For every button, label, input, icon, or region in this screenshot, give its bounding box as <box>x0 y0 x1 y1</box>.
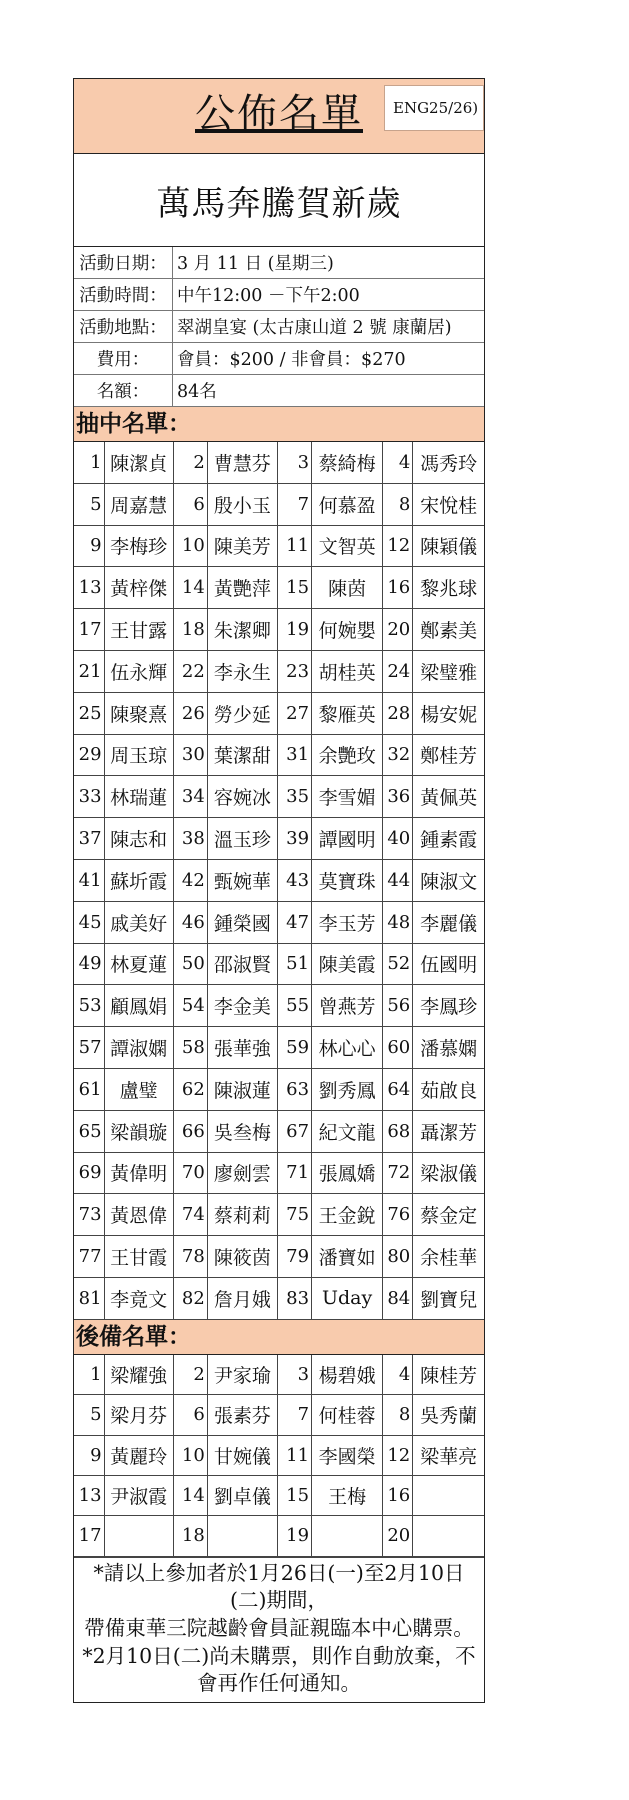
entry-number: 34 <box>173 776 207 818</box>
entry-name: 鄭桂芳 <box>413 734 484 776</box>
entry-name: 陳茵 <box>312 567 383 609</box>
entry-number: 7 <box>277 1395 311 1435</box>
entry-number: 77 <box>74 1236 104 1278</box>
entry-name: 殷小玉 <box>207 483 277 525</box>
info-label: 名額： <box>74 375 173 406</box>
entry-number: 4 <box>383 442 413 483</box>
event-info <box>74 247 484 407</box>
entry-number: 6 <box>173 483 207 525</box>
entry-name <box>413 1516 484 1556</box>
entry-name: 周玉琼 <box>104 734 173 776</box>
table-row <box>74 1355 484 1395</box>
entry-name: 張鳳嬌 <box>312 1152 383 1194</box>
entry-number: 69 <box>74 1152 104 1194</box>
note-line: *請以上參加者於1月26日(一)至2月10日(二)期間， <box>93 1560 465 1612</box>
entry-name: 容婉冰 <box>207 776 277 818</box>
entry-number: 7 <box>277 483 311 525</box>
entry-name: 黃偉明 <box>104 1152 173 1194</box>
note-line: 帶備東華三院越齡會員証親臨本中心購票。 <box>84 1615 474 1640</box>
info-row-time <box>74 279 484 311</box>
entry-number: 19 <box>277 1516 311 1556</box>
entry-name: 李竟文 <box>104 1277 173 1319</box>
entry-number: 79 <box>277 1236 311 1278</box>
entry-number: 76 <box>383 1194 413 1236</box>
entry-number: 58 <box>173 1027 207 1069</box>
entry-name: 余艷玫 <box>312 734 383 776</box>
entry-name: 王甘霞 <box>104 1236 173 1278</box>
entry-number: 21 <box>74 650 104 692</box>
entry-name: 鄭素美 <box>413 609 484 651</box>
entry-name: 吳秀蘭 <box>413 1395 484 1435</box>
entry-number: 67 <box>277 1110 311 1152</box>
entry-number: 12 <box>383 1435 413 1475</box>
entry-name: 盧璧 <box>104 1068 173 1110</box>
entry-name: 甄婉華 <box>207 859 277 901</box>
entry-name: 張華強 <box>207 1027 277 1069</box>
table-row <box>74 734 484 776</box>
entry-name: 王金銳 <box>312 1194 383 1236</box>
entry-name: 劉寶兒 <box>413 1277 484 1319</box>
entry-name: 劉卓儀 <box>207 1475 277 1515</box>
page-title: 公佈名單 <box>195 91 363 137</box>
entry-name: 顧鳳娟 <box>104 985 173 1027</box>
entry-name: 潘慕嫻 <box>413 1027 484 1069</box>
notice-sheet <box>73 78 485 1703</box>
entry-name: 蔡綺梅 <box>312 442 383 483</box>
entry-name: 陳筱茵 <box>207 1236 277 1278</box>
entry-number: 83 <box>277 1277 311 1319</box>
info-label: 活動時間： <box>74 279 173 310</box>
entry-name <box>312 1516 383 1556</box>
entry-number: 11 <box>277 1435 311 1475</box>
table-row <box>74 1395 484 1435</box>
info-row-date <box>74 247 484 279</box>
entry-name: 詹月娥 <box>207 1277 277 1319</box>
entry-name: 陳淑文 <box>413 859 484 901</box>
entry-name: 胡桂英 <box>312 650 383 692</box>
entry-name: 鍾素霞 <box>413 818 484 860</box>
table-row <box>74 943 484 985</box>
entry-number: 60 <box>383 1027 413 1069</box>
entry-name: 譚國明 <box>312 818 383 860</box>
entry-number: 30 <box>173 734 207 776</box>
info-row-venue <box>74 311 484 343</box>
entry-number: 22 <box>173 650 207 692</box>
entry-name: 李雪媚 <box>312 776 383 818</box>
info-value: 84名 <box>177 382 217 402</box>
entry-number: 71 <box>277 1152 311 1194</box>
entry-number: 14 <box>173 1475 207 1515</box>
entry-number: 50 <box>173 943 207 985</box>
entry-name: 宋悅桂 <box>413 483 484 525</box>
entry-name: 莫寶珠 <box>312 859 383 901</box>
entry-name: 陳美芳 <box>207 525 277 567</box>
entry-number: 46 <box>173 901 207 943</box>
entry-name: 陳聚熹 <box>104 692 173 734</box>
entry-number: 2 <box>173 1355 207 1395</box>
entry-number: 28 <box>383 692 413 734</box>
entry-name: 尹家瑜 <box>207 1355 277 1395</box>
info-value: 中午12:00 －下午2:00 <box>177 286 360 306</box>
entry-name: 梁璧雅 <box>413 650 484 692</box>
entry-number: 29 <box>74 734 104 776</box>
entry-number: 53 <box>74 985 104 1027</box>
info-value: 3 月 11 日 (星期三) <box>177 254 334 274</box>
entry-name: 尹淑霞 <box>104 1475 173 1515</box>
entry-number: 17 <box>74 1516 104 1556</box>
table-row <box>74 1277 484 1319</box>
reference-code: ENG25/26) <box>384 85 484 131</box>
entry-number: 73 <box>74 1194 104 1236</box>
info-label: 活動地點： <box>74 311 173 342</box>
entry-name: 朱潔卿 <box>207 609 277 651</box>
entry-number: 74 <box>173 1194 207 1236</box>
entry-name: 黃佩英 <box>413 776 484 818</box>
entry-number: 47 <box>277 901 311 943</box>
entry-name: 楊碧娥 <box>312 1355 383 1395</box>
table-row <box>74 776 484 818</box>
entry-number: 14 <box>173 567 207 609</box>
table-row <box>74 1027 484 1069</box>
entry-name: 蘇圻霞 <box>104 859 173 901</box>
table-row <box>74 1435 484 1475</box>
entry-name <box>413 1475 484 1515</box>
entry-name: 黎雁英 <box>312 692 383 734</box>
entry-number: 51 <box>277 943 311 985</box>
entry-name: 劉秀鳳 <box>312 1068 383 1110</box>
notes <box>74 1557 484 1702</box>
entry-number: 82 <box>173 1277 207 1319</box>
entry-number: 33 <box>74 776 104 818</box>
entry-number: 8 <box>383 1395 413 1435</box>
entry-name: 梁淑儀 <box>413 1152 484 1194</box>
entry-number: 45 <box>74 901 104 943</box>
entry-number: 4 <box>383 1355 413 1395</box>
info-label: 活動日期： <box>74 247 173 278</box>
entry-number: 52 <box>383 943 413 985</box>
table-row <box>74 1068 484 1110</box>
entry-number: 5 <box>74 1395 104 1435</box>
entry-name: 蔡莉莉 <box>207 1194 277 1236</box>
entry-name: 陳桂芳 <box>413 1355 484 1395</box>
entry-number: 40 <box>383 818 413 860</box>
table-row <box>74 525 484 567</box>
entry-number: 17 <box>74 609 104 651</box>
entry-number: 24 <box>383 650 413 692</box>
entry-number: 72 <box>383 1152 413 1194</box>
entry-name: 林瑞蓮 <box>104 776 173 818</box>
entry-name: 何婉嬰 <box>312 609 383 651</box>
entry-name: 黃恩偉 <box>104 1194 173 1236</box>
entry-name: 李永生 <box>207 650 277 692</box>
entry-name: 馮秀玲 <box>413 442 484 483</box>
entry-number: 18 <box>173 1516 207 1556</box>
entry-number: 25 <box>74 692 104 734</box>
entry-name: 黃梓傑 <box>104 567 173 609</box>
entry-number: 84 <box>383 1277 413 1319</box>
entry-name: 戚美好 <box>104 901 173 943</box>
title-banner <box>74 79 484 154</box>
entry-name: 邵淑賢 <box>207 943 277 985</box>
entry-number: 56 <box>383 985 413 1027</box>
entry-number: 36 <box>383 776 413 818</box>
backup-list-table <box>74 1355 484 1557</box>
entry-number: 15 <box>277 567 311 609</box>
entry-name: 勞少延 <box>207 692 277 734</box>
entry-name: 蔡金定 <box>413 1194 484 1236</box>
entry-name: 王甘露 <box>104 609 173 651</box>
entry-name: 張素芬 <box>207 1395 277 1435</box>
entry-name: 廖劍雲 <box>207 1152 277 1194</box>
entry-number: 20 <box>383 1516 413 1556</box>
entry-name: 吳叁梅 <box>207 1110 277 1152</box>
entry-name: 陳美霞 <box>312 943 383 985</box>
entry-number: 1 <box>74 442 104 483</box>
entry-name: 曹慧芬 <box>207 442 277 483</box>
entry-name <box>104 1516 173 1556</box>
entry-name: 陳穎儀 <box>413 525 484 567</box>
entry-number: 10 <box>173 1435 207 1475</box>
entry-number: 10 <box>173 525 207 567</box>
table-row <box>74 442 484 483</box>
entry-name: 茹啟良 <box>413 1068 484 1110</box>
selected-heading: 抽中名單： <box>74 407 484 442</box>
entry-name: 潘寶如 <box>312 1236 383 1278</box>
entry-name: 黎兆球 <box>413 567 484 609</box>
entry-number: 23 <box>277 650 311 692</box>
entry-number: 8 <box>383 483 413 525</box>
event-name: 萬馬奔騰賀新歲 <box>74 154 484 247</box>
entry-number: 32 <box>383 734 413 776</box>
entry-number: 13 <box>74 1475 104 1515</box>
info-value: 會員：$200 / 非會員：$270 <box>177 350 406 370</box>
entry-number: 39 <box>277 818 311 860</box>
entry-number: 63 <box>277 1068 311 1110</box>
entry-number: 6 <box>173 1395 207 1435</box>
entry-number: 38 <box>173 818 207 860</box>
entry-name: 周嘉慧 <box>104 483 173 525</box>
entry-name: 李梅珍 <box>104 525 173 567</box>
entry-name: 聶潔芳 <box>413 1110 484 1152</box>
entry-number: 66 <box>173 1110 207 1152</box>
entry-number: 41 <box>74 859 104 901</box>
entry-number: 62 <box>173 1068 207 1110</box>
entry-number: 78 <box>173 1236 207 1278</box>
table-row <box>74 859 484 901</box>
table-row <box>74 1110 484 1152</box>
entry-number: 27 <box>277 692 311 734</box>
entry-name: 紀文龍 <box>312 1110 383 1152</box>
entry-number: 15 <box>277 1475 311 1515</box>
entry-number: 31 <box>277 734 311 776</box>
entry-number: 75 <box>277 1194 311 1236</box>
entry-number: 1 <box>74 1355 104 1395</box>
entry-name: 楊安妮 <box>413 692 484 734</box>
entry-number: 11 <box>277 525 311 567</box>
table-row <box>74 692 484 734</box>
entry-number: 16 <box>383 1475 413 1515</box>
table-row <box>74 985 484 1027</box>
entry-name: 李鳳珍 <box>413 985 484 1027</box>
entry-name: 林夏蓮 <box>104 943 173 985</box>
entry-name: 伍國明 <box>413 943 484 985</box>
table-row <box>74 609 484 651</box>
entry-number: 16 <box>383 567 413 609</box>
entry-name: 王梅 <box>312 1475 383 1515</box>
entry-number: 5 <box>74 483 104 525</box>
entry-name: 陳志和 <box>104 818 173 860</box>
entry-number: 19 <box>277 609 311 651</box>
table-row <box>74 901 484 943</box>
entry-name: 林心心 <box>312 1027 383 1069</box>
entry-name: 文智英 <box>312 525 383 567</box>
table-row <box>74 1236 484 1278</box>
info-row-quota <box>74 375 484 407</box>
table-row <box>74 650 484 692</box>
table-row <box>74 1194 484 1236</box>
entry-name: 溫玉珍 <box>207 818 277 860</box>
entry-number: 9 <box>74 525 104 567</box>
entry-number: 42 <box>173 859 207 901</box>
entry-number: 54 <box>173 985 207 1027</box>
entry-number: 3 <box>277 442 311 483</box>
entry-number: 55 <box>277 985 311 1027</box>
entry-number: 80 <box>383 1236 413 1278</box>
table-row <box>74 483 484 525</box>
table-row <box>74 1516 484 1556</box>
entry-number: 48 <box>383 901 413 943</box>
entry-name: 黃麗玲 <box>104 1435 173 1475</box>
entry-name: 曾燕芳 <box>312 985 383 1027</box>
entry-number: 57 <box>74 1027 104 1069</box>
entry-number: 49 <box>74 943 104 985</box>
entry-number: 43 <box>277 859 311 901</box>
entry-number: 18 <box>173 609 207 651</box>
entry-number: 20 <box>383 609 413 651</box>
entry-number: 35 <box>277 776 311 818</box>
entry-name: 陳潔貞 <box>104 442 173 483</box>
entry-name: 李國榮 <box>312 1435 383 1475</box>
entry-number: 2 <box>173 442 207 483</box>
entry-name: 葉潔甜 <box>207 734 277 776</box>
entry-name: 梁月芬 <box>104 1395 173 1435</box>
entry-number: 44 <box>383 859 413 901</box>
entry-name: 梁韻璇 <box>104 1110 173 1152</box>
table-row <box>74 818 484 860</box>
entry-name: 梁耀強 <box>104 1355 173 1395</box>
entry-number: 12 <box>383 525 413 567</box>
selected-list-table <box>74 442 484 1320</box>
entry-number: 61 <box>74 1068 104 1110</box>
entry-name: 李麗儀 <box>413 901 484 943</box>
entry-number: 64 <box>383 1068 413 1110</box>
entry-name: 何桂蓉 <box>312 1395 383 1435</box>
entry-number: 3 <box>277 1355 311 1395</box>
table-row <box>74 567 484 609</box>
info-row-fee <box>74 343 484 375</box>
entry-name: 鍾榮國 <box>207 901 277 943</box>
backup-heading: 後備名單： <box>74 1320 484 1355</box>
entry-name: 李玉芳 <box>312 901 383 943</box>
entry-number: 70 <box>173 1152 207 1194</box>
entry-name <box>207 1516 277 1556</box>
entry-number: 68 <box>383 1110 413 1152</box>
note-line: *2月10日(二)尚未購票，則作自動放棄，不會再作任何通知。 <box>82 1643 476 1695</box>
table-row <box>74 1475 484 1515</box>
entry-number: 9 <box>74 1435 104 1475</box>
entry-number: 65 <box>74 1110 104 1152</box>
entry-name: 何慕盈 <box>312 483 383 525</box>
info-value: 翠湖皇宴 (太古康山道 2 號 康蘭居) <box>177 318 452 338</box>
entry-name: 陳淑蓮 <box>207 1068 277 1110</box>
entry-name: 梁華亮 <box>413 1435 484 1475</box>
entry-number: 37 <box>74 818 104 860</box>
entry-number: 13 <box>74 567 104 609</box>
entry-name: 甘婉儀 <box>207 1435 277 1475</box>
entry-name: 伍永輝 <box>104 650 173 692</box>
entry-name: 李金美 <box>207 985 277 1027</box>
entry-number: 59 <box>277 1027 311 1069</box>
entry-name: 余桂華 <box>413 1236 484 1278</box>
table-row <box>74 1152 484 1194</box>
entry-number: 26 <box>173 692 207 734</box>
entry-name: 譚淑嫻 <box>104 1027 173 1069</box>
info-label: 費用： <box>74 343 173 374</box>
entry-name: Uday <box>312 1277 383 1319</box>
entry-name: 黃艷萍 <box>207 567 277 609</box>
entry-number: 81 <box>74 1277 104 1319</box>
